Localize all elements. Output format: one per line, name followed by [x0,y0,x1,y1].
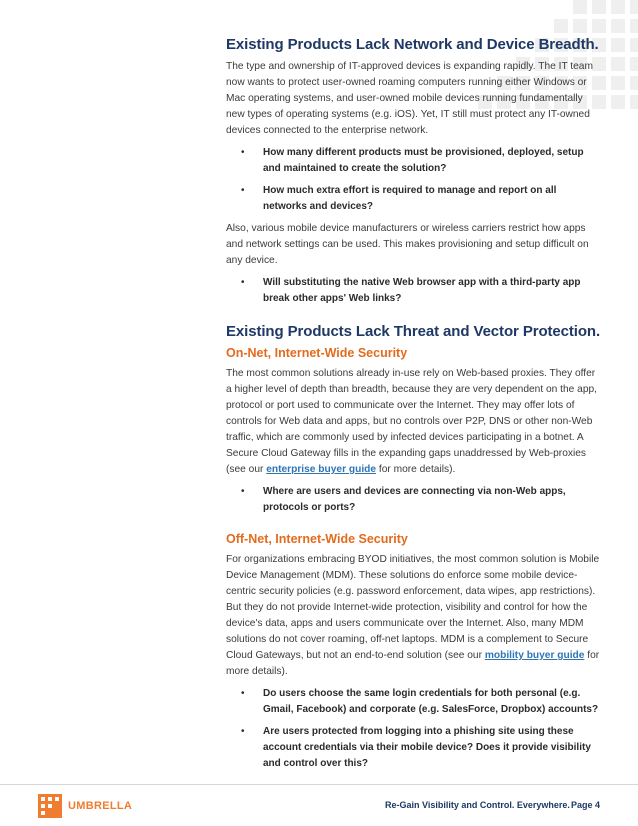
grid-square [630,76,638,90]
section-paragraph: For organizations embracing BYOD initiatives, the most common solution is Mobile Device Management (MDM). These solutions do enforce some mobile device-centric security policies (e.g. password enforcement, data wipes, app restrictions). But they do not provide Internet-wide protection, visibility and control for how the device's data, apps and users communicate over the Internet. Also, many MDM solutions do not cover roaming, off-net laptops. MDM is a complement to Secure Cloud Gateways, but not an end-to-end solution (see our mobility buyer guide for more details). [226,554,600,677]
bullet-icon: • [241,185,245,196]
question-list [226,275,602,307]
question-item [226,145,602,177]
umbrella-logo-icon [38,794,62,818]
brand-name: UMBRELLA [68,800,133,812]
grid-square [611,19,625,33]
question-text: How many different products must be provisioned, deployed, setup and maintained to create the solution? [263,147,584,174]
grid-square [630,19,638,33]
bullet-icon: • [241,486,245,497]
grid-square [592,19,606,33]
grid-square [611,76,625,90]
question-item [226,183,602,215]
page-footer [0,786,638,826]
question-list [226,686,602,772]
section-paragraph: The type and ownership of IT-approved devices is expanding rapidly. The IT team now wants to protect user-owned roaming computers running either Windows or Mac operating systems, and user-owned mobile devices running fundamentally new types of operating systems (e.g. iOS). Yet, IT still must protect any IT-owned devices connected to the enterprise network. [226,61,593,136]
bullet-icon: • [241,147,245,158]
question-text: Do users choose the same login credentials for both personal (e.g. Gmail, Facebook) and corporate (e.g. SalesForce, Dropbox) accounts? [263,688,599,715]
bullet-icon: • [241,277,245,288]
grid-square [611,95,625,109]
section-heading-threat: Existing Products Lack Threat and Vector Protection. [226,323,601,340]
grid-square [630,38,638,52]
bullet-icon: • [241,688,245,699]
footer-divider [0,784,638,785]
umbrella-logo [38,794,132,818]
grid-square [573,19,587,33]
grid-square [630,0,638,14]
grid-square [611,0,625,14]
question-item [226,484,602,516]
question-list [226,145,602,215]
footer-tagline: Re-Gain Visibility and Control. Everywhere. [385,800,570,810]
mobility-buyer-guide-link[interactable]: mobility buyer guide [484,650,585,661]
enterprise-buyer-guide-link[interactable]: enterprise buyer guide [266,464,377,475]
grid-square [611,38,625,52]
question-text: Where are users and devices are connecting via non-Web apps, protocols or ports? [263,486,566,513]
bullet-icon: • [241,726,245,737]
subheading-on-net: On-Net, Internet-Wide Security [226,346,408,360]
question-text: Will substituting the native Web browser app with a third-party app break other apps' Web links? [263,277,581,304]
question-item [226,275,602,307]
grid-square [573,0,587,14]
grid-square [611,57,625,71]
section-paragraph: The most common solutions already in-use rely on Web-based proxies. They offer a higher level of depth than breadth, because they are very dependent on the app, protocol or port used to communicate over the Internet. They may offer lots of controls for Web data and apps, but no controls over P2P, DNS or other non-Web traffic, which are commonly used by infected devices participating in a botnet. A Secure Cloud Gateway fills in the expanding gaps unaddressed by Web-proxies (see our enterprise buyer guide for more details). [226,368,597,475]
subheading-off-net: Off-Net, Internet-Wide Security [226,532,408,546]
page-content [226,36,602,778]
section-paragraph: Also, various mobile device manufacturers or wireless carriers restrict how apps and network settings can be used. This makes provisioning and setup difficult on any device. [226,223,589,266]
grid-square [554,19,568,33]
grid-square [592,0,606,14]
question-item [226,724,602,772]
question-list [226,484,602,516]
question-text: How much extra effort is required to manage and report on all networks and devices? [263,185,557,212]
grid-square [630,57,638,71]
grid-square [630,95,638,109]
question-item [226,686,602,718]
section-heading-network: Existing Products Lack Network and Device Breadth. [226,36,599,53]
question-text: Are users protected from logging into a phishing site using these account credentials via their mobile device? Does it provide visibility and control over this? [263,726,591,769]
page-number: Page 4 [571,800,601,810]
